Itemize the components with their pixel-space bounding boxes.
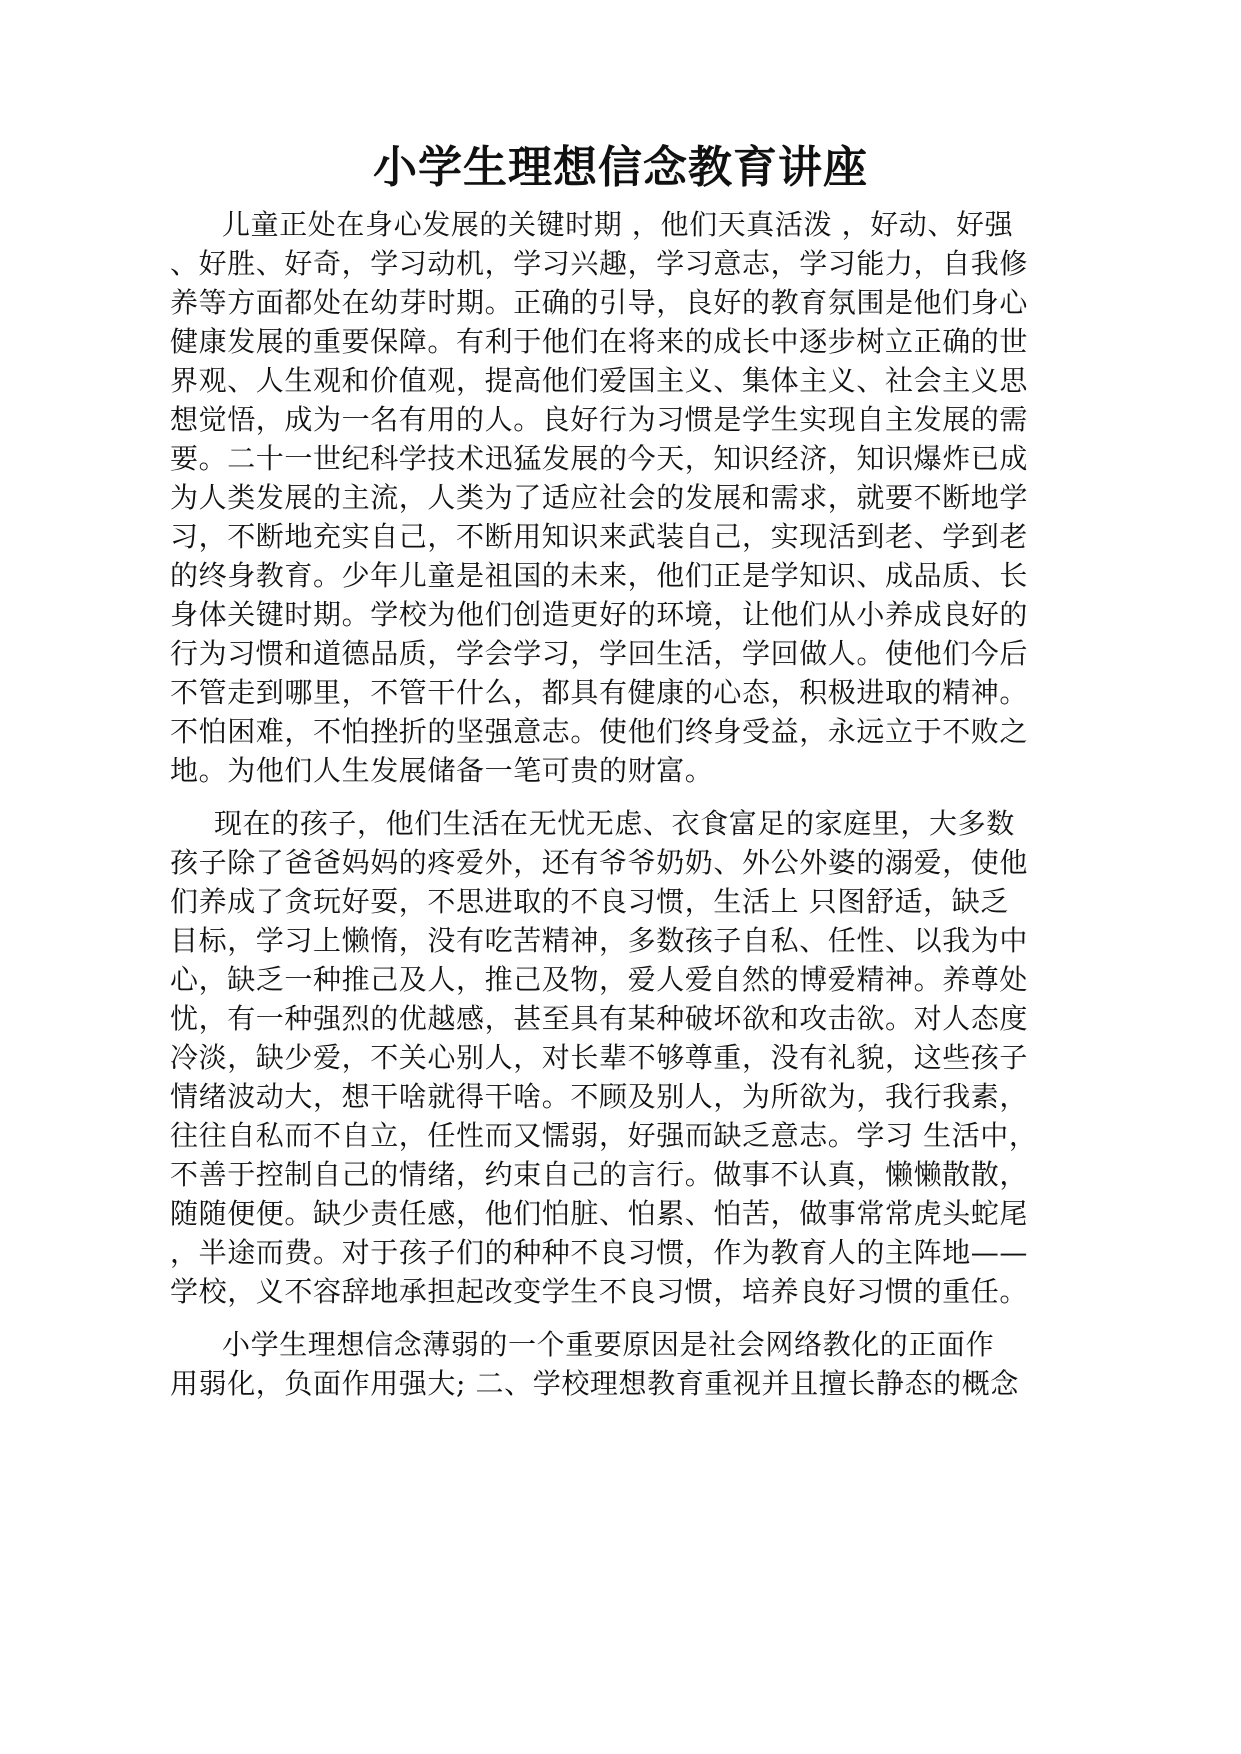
paragraph-2-line: 冷淡，缺少爱，不关心别人，对长辈不够尊重，没有礼貌，这些孩子 [170, 1041, 1029, 1074]
paragraph-1-line: 为人类发展的主流，人类为了适应社会的发展和需求，就要不断地学 [170, 481, 1029, 514]
paragraph-2-line: 随随便便。缺少责任感，他们怕脏、怕累、怕苦，做事常常虎头蛇尾 [170, 1197, 1029, 1230]
paragraph-2-line: 忧，有一种强烈的优越感，甚至具有某种破坏欲和攻击欲。对人态度 [170, 1002, 1029, 1035]
paragraph-3-line: 用弱化，负面作用强大; 二、学校理想教育重视并且擅长静态的概念 [170, 1367, 1019, 1400]
paragraph-2-line: 目标，学习上懒惰，没有吃苦精神，多数孩子自私、任性、以我为中 [170, 924, 1029, 957]
paragraph-1-line: 养等方面都处在幼芽时期。正确的引导，良好的教育氛围是他们身心 [170, 286, 1029, 319]
paragraph-1-line: 健康发展的重要保障。有利于他们在将来的成长中逐步树立正确的世 [170, 325, 1029, 358]
paragraph-2-line: 情绪波动大，想干啥就得干啥。不顾及别人，为所欲为，我行我素， [170, 1080, 1029, 1113]
paragraph-1-line: 界观、人生观和价值观，提高他们爱国主义、集体主义、社会主义思 [170, 364, 1029, 397]
paragraph-3-line: 小学生理想信念薄弱的一个重要原因是社会网络教化的正面作 [222, 1328, 995, 1361]
paragraph-2-line: 现在的孩子，他们生活在无忧无虑、衣食富足的家庭里，大多数 [214, 807, 1015, 840]
paragraph-2-line: 不善于控制自己的情绪，约束自己的言行。做事不认真，懒懒散散， [170, 1158, 1029, 1191]
paragraph-2-line: ，半途而费。对于孩子们的种种不良习惯，作为教育人的主阵地—— [170, 1236, 1029, 1269]
paragraph-1-line: 、好胜、好奇，学习动机，学习兴趣，学习意志，学习能力，自我修 [170, 247, 1029, 280]
paragraph-2-line: 往往自私而不自立，任性而又懦弱，好强而缺乏意志。学习 生活中， [170, 1119, 1038, 1152]
paragraph-2-line: 心，缺乏一种推己及人，推己及物，爱人爱自然的博爱精神。养尊处 [170, 963, 1029, 996]
paragraph-2-line: 孩子除了爸爸妈妈的疼爱外，还有爷爷奶奶、外公外婆的溺爱，使他 [170, 846, 1029, 879]
paragraph-1-line: 不管走到哪里，不管干什么，都具有健康的心态，积极进取的精神。 [170, 676, 1029, 709]
paragraph-1-line: 身体关键时期。学校为他们创造更好的环境，让他们从小养成良好的 [170, 598, 1029, 631]
paragraph-2-line: 学校，义不容辞地承担起改变学生不良习惯，培养良好习惯的重任。 [170, 1275, 1029, 1308]
paragraph-1-line: 的终身教育。少年儿童是祖国的未来，他们正是学知识、成品质、长 [170, 559, 1029, 592]
paragraph-1-line: 习，不断地充实自己，不断用知识来武装自己，实现活到老、学到老 [170, 520, 1029, 553]
document-title: 小学生理想信念教育讲座 [373, 142, 868, 193]
paragraph-1-line: 想觉悟，成为一名有用的人。良好行为习惯是学生实现自主发展的需 [170, 403, 1029, 436]
paragraph-1-line: 不怕困难，不怕挫折的坚强意志。使他们终身受益，永远立于不败之 [170, 715, 1029, 748]
paragraph-1-line: 地。为他们人生发展储备一笔可贵的财富。 [170, 754, 714, 787]
paragraph-1-line: 行为习惯和道德品质，学会学习，学回生活，学回做人。使他们今后 [170, 637, 1029, 670]
paragraph-1-line: 要。二十一世纪科学技术迅猛发展的今天，知识经济，知识爆炸已成 [170, 442, 1029, 475]
paragraph-2-line: 们养成了贪玩好耍，不思进取的不良习惯，生活上 只图舒适，缺乏 [170, 885, 1009, 918]
paragraph-1-line: 儿童正处在身心发展的关键时期 ，他们天真活泼 ，好动、好强 [222, 208, 1014, 241]
